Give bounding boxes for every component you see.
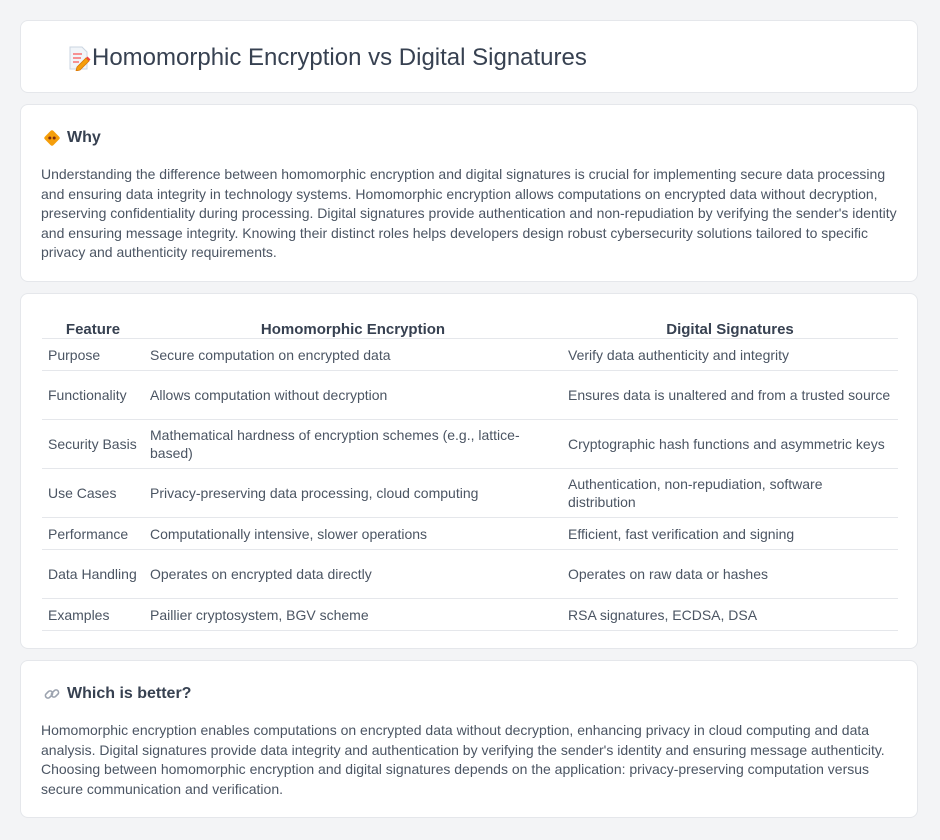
- why-heading: Why: [67, 129, 101, 146]
- feature-cell: Examples: [42, 599, 144, 631]
- table-row: [42, 420, 898, 469]
- better-heading: Which is better?: [67, 685, 192, 702]
- homomorphic-cell: Operates on encrypted data directly: [144, 550, 562, 599]
- better-text: Homomorphic encryption enables computations on encrypted data without decryption, enhancing privacy in cloud computing and data analysis. Digital signatures provide data integrity and authentication by verifying the sender's identity and ensuring message authenticity. Choosing between homomorphic encryption and digital signatures depends on the application: privacy-preserving computation versus secure communication and verification.: [41, 722, 885, 797]
- table-row: [42, 599, 898, 631]
- signatures-cell: Efficient, fast verification and signing: [562, 518, 898, 550]
- which-better-section: [20, 660, 918, 818]
- why-section: [20, 104, 918, 282]
- feature-cell: Use Cases: [42, 469, 144, 518]
- column-header: Homomorphic Encryption: [144, 316, 562, 339]
- signatures-cell: Operates on raw data or hashes: [562, 550, 898, 599]
- why-text: Understanding the difference between homomorphic encryption and digital signatures is crucial for implementing secure data processing and ensuring data integrity in technology systems. Homomorphic encryption allows computations on encrypted data without decryption, preserving confidentiality during processing. Digital signatures provide authentication and non-repudiation by verifying the sender's identity and ensuring message integrity. Knowing their distinct roles helps developers design robust cybersecurity solutions tailored to specific privacy and authenticity requirements.: [41, 166, 897, 261]
- better-heading-row: [43, 684, 191, 704]
- signatures-cell: Verify data authenticity and integrity: [562, 339, 898, 371]
- comparison-table: [42, 316, 898, 631]
- table-row: [42, 518, 898, 550]
- comparison-section: [20, 293, 918, 649]
- signatures-cell: Cryptographic hash functions and asymmetric keys: [562, 420, 898, 469]
- homomorphic-cell: Computationally intensive, slower operations: [144, 518, 562, 550]
- column-header: Digital Signatures: [562, 316, 898, 339]
- column-header: Feature: [42, 316, 144, 339]
- table-header-row: [42, 316, 898, 339]
- homomorphic-cell: Paillier cryptosystem, BGV scheme: [144, 599, 562, 631]
- table-row: [42, 469, 898, 518]
- title-card: [20, 20, 918, 93]
- diamond-sign-icon: [43, 129, 61, 147]
- feature-cell: Functionality: [42, 371, 144, 420]
- signatures-cell: Ensures data is unaltered and from a trusted source: [562, 371, 898, 420]
- homomorphic-cell: Secure computation on encrypted data: [144, 339, 562, 371]
- table-row: [42, 339, 898, 371]
- feature-cell: Security Basis: [42, 420, 144, 469]
- signatures-cell: Authentication, non-repudiation, software distribution: [562, 469, 898, 518]
- table-row: [42, 371, 898, 420]
- feature-cell: Performance: [42, 518, 144, 550]
- homomorphic-cell: Allows computation without decryption: [144, 371, 562, 420]
- homomorphic-cell: Mathematical hardness of encryption schemes (e.g., lattice-based): [144, 420, 562, 469]
- link-icon: [43, 685, 61, 703]
- page-title: Homomorphic Encryption vs Digital Signatures: [92, 44, 587, 71]
- feature-cell: Data Handling: [42, 550, 144, 599]
- feature-cell: Purpose: [42, 339, 144, 371]
- document-pencil-icon: [67, 45, 91, 71]
- table-row: [42, 550, 898, 599]
- why-heading-row: [43, 128, 101, 148]
- homomorphic-cell: Privacy-preserving data processing, cloud computing: [144, 469, 562, 518]
- signatures-cell: RSA signatures, ECDSA, DSA: [562, 599, 898, 631]
